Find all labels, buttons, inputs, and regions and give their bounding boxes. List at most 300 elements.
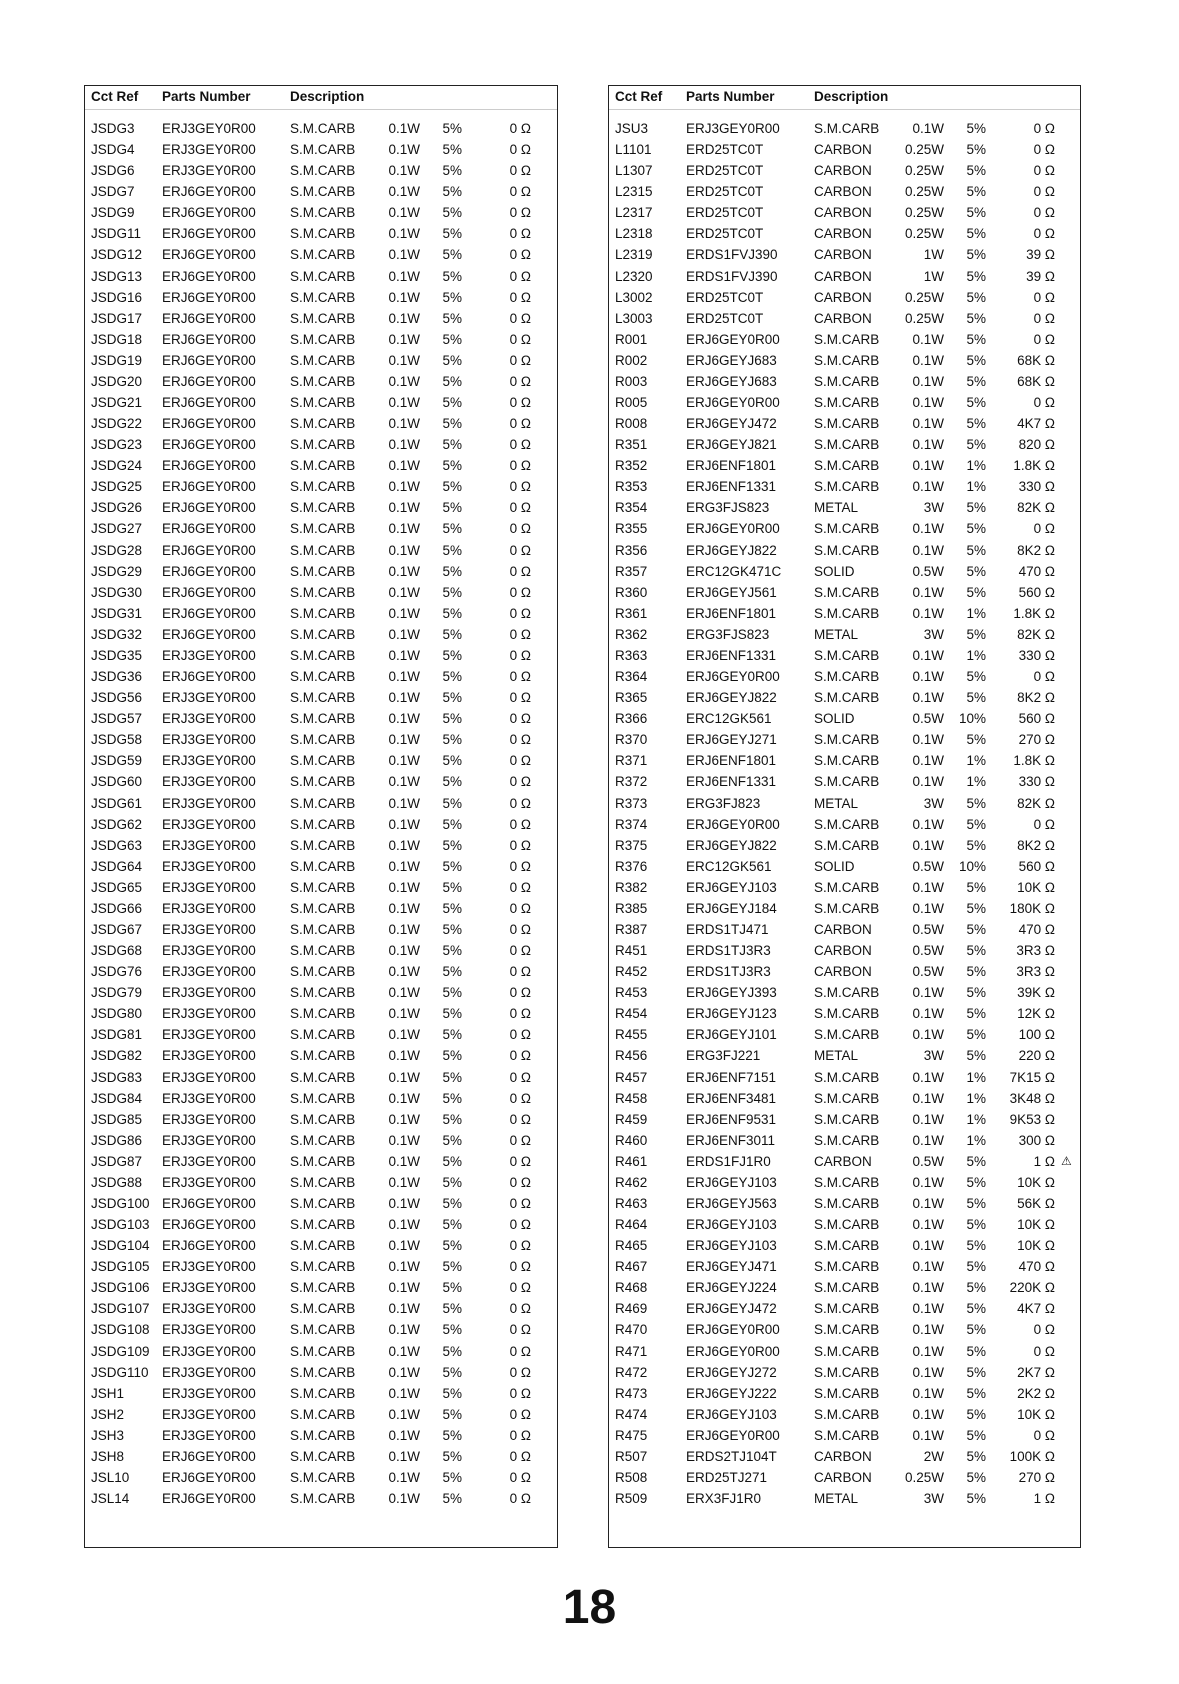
wattage-cell: 0.1W: [912, 900, 944, 916]
description-cell: METAL: [814, 795, 859, 811]
wattage-cell: 0.1W: [388, 184, 420, 200]
value-cell: 82K Ω: [1017, 795, 1055, 811]
tolerance-cell: 5%: [966, 690, 986, 706]
tolerance-cell: 5%: [442, 373, 462, 389]
table-row: [609, 1427, 1080, 1448]
parts-number-cell: ERJ6ENF9531: [686, 1111, 777, 1127]
cct-ref-cell: R508: [615, 1470, 648, 1485]
description-cell: CARBON: [814, 142, 872, 158]
parts-number-cell: ERJ6ENF1331: [686, 479, 777, 495]
cct-ref-cell: JSDG56: [91, 690, 143, 706]
parts-number-cell: ERJ6GEY0R00: [162, 247, 256, 263]
value-cell: 0 Ω: [509, 395, 531, 411]
parts-number-cell: ERJ6ENF3011: [686, 1132, 776, 1148]
tolerance-cell: 1%: [966, 1069, 986, 1085]
wattage-cell: 0.1W: [388, 795, 420, 811]
cct-ref-cell: JSDG85: [91, 1111, 143, 1127]
wattage-cell: 0.1W: [388, 753, 420, 769]
cct-ref-cell: R003: [615, 373, 648, 389]
tolerance-cell: 5%: [442, 732, 462, 748]
wattage-cell: 0.1W: [388, 1343, 420, 1359]
description-cell: S.M.CARB: [814, 1427, 880, 1443]
value-cell: 0 Ω: [509, 711, 531, 727]
description-cell: S.M.CARB: [290, 352, 356, 368]
tolerance-cell: 5%: [966, 437, 986, 453]
cct-ref-cell: JSDG17: [91, 310, 143, 326]
parts-number-cell: ERJ6GEYJ822: [686, 690, 777, 706]
wattage-cell: 0.1W: [388, 1027, 420, 1043]
value-cell: 0 Ω: [509, 605, 531, 621]
tolerance-cell: 5%: [442, 142, 462, 158]
parts-number-cell: ERJ3GEY0R00: [162, 985, 256, 1001]
tolerance-cell: 5%: [442, 1069, 462, 1085]
cct-ref-cell: R364: [615, 669, 648, 685]
parts-number-cell: ERJ6GEYJ822: [686, 837, 777, 853]
cct-ref-cell: R452: [615, 964, 648, 980]
value-cell: 0 Ω: [1033, 142, 1055, 158]
table-row: [609, 584, 1080, 605]
table-row: [85, 331, 557, 352]
wattage-cell: 0.1W: [388, 1470, 420, 1485]
description-cell: S.M.CARB: [814, 395, 880, 411]
value-cell: 0 Ω: [509, 732, 531, 748]
description-cell: S.M.CARB: [290, 1111, 356, 1127]
parts-number-cell: ERC12GK471C: [686, 563, 782, 579]
wattage-cell: 0.1W: [388, 373, 420, 389]
tolerance-cell: 1%: [966, 605, 986, 621]
description-cell: S.M.CARB: [814, 331, 880, 347]
table-row: [609, 1385, 1080, 1406]
table-row: [609, 520, 1080, 541]
tolerance-cell: 5%: [966, 1427, 986, 1443]
table-row: [85, 1153, 557, 1174]
wattage-cell: 0.1W: [388, 647, 420, 663]
cct-ref-cell: JSDG107: [91, 1301, 150, 1317]
table-row: [609, 457, 1080, 478]
cct-ref-cell: JSDG3: [91, 121, 135, 136]
parts-number-cell: ERJ6GEY0R00: [162, 1470, 256, 1485]
tolerance-cell: 5%: [442, 331, 462, 347]
wattage-cell: 0.1W: [388, 605, 420, 621]
cct-ref-cell: R473: [615, 1385, 648, 1401]
cct-ref-cell: JSDG4: [91, 142, 135, 158]
parts-number-cell: ERJ6ENF7151: [686, 1069, 777, 1085]
tolerance-cell: 10%: [958, 858, 986, 874]
wattage-cell: 0.1W: [388, 964, 420, 980]
description-cell: S.M.CARB: [290, 964, 356, 980]
parts-number-cell: ERJ6ENF3481: [686, 1090, 777, 1106]
description-cell: S.M.CARB: [814, 1111, 880, 1127]
cct-ref-cell: JSDG6: [91, 163, 135, 179]
description-cell: METAL: [814, 500, 859, 516]
value-cell: 0 Ω: [509, 1006, 531, 1022]
wattage-cell: 0.1W: [912, 352, 944, 368]
table-row: [85, 289, 557, 310]
parts-number-cell: ERJ6GEYJ683: [686, 373, 777, 389]
tolerance-cell: 5%: [442, 479, 462, 495]
description-cell: CARBON: [814, 205, 872, 221]
table-row: [609, 816, 1080, 837]
description-cell: S.M.CARB: [290, 205, 356, 221]
parts-number-cell: ERJ6GEYJ821: [686, 437, 777, 453]
description-cell: S.M.CARB: [814, 1069, 880, 1085]
wattage-cell: 0.1W: [912, 416, 944, 432]
parts-number-cell: ERJ3GEY0R00: [162, 1259, 256, 1275]
parts-number-cell: ERDS1FVJ390: [686, 247, 778, 263]
table-row: [609, 1174, 1080, 1195]
header-description: Description: [290, 89, 365, 104]
tolerance-cell: 5%: [442, 226, 462, 242]
parts-number-cell: ERJ6GEYJ472: [686, 1301, 777, 1317]
value-cell: 180K Ω: [1009, 900, 1055, 916]
wattage-cell: 0.1W: [388, 142, 420, 158]
value-cell: 0 Ω: [509, 542, 531, 558]
description-cell: S.M.CARB: [814, 816, 880, 832]
wattage-cell: 0.1W: [912, 879, 944, 895]
table-row: [609, 436, 1080, 457]
wattage-cell: 0.1W: [388, 1069, 420, 1085]
cct-ref-cell: R354: [615, 500, 648, 516]
value-cell: 0 Ω: [509, 1301, 531, 1317]
parts-number-cell: ERX3FJ1R0: [686, 1491, 762, 1507]
parts-number-cell: ERJ6GEYJ471: [686, 1259, 777, 1275]
description-cell: S.M.CARB: [290, 669, 356, 685]
parts-number-cell: ERJ6GEY0R00: [162, 395, 256, 411]
parts-number-cell: ERJ6GEY0R00: [162, 521, 256, 537]
header-parts-number: Parts Number: [162, 89, 251, 104]
cct-ref-cell: L1101: [615, 142, 652, 158]
parts-number-cell: ERJ3GEY0R00: [162, 121, 256, 136]
table-row: [85, 816, 557, 837]
description-cell: S.M.CARB: [290, 1301, 356, 1317]
description-cell: S.M.CARB: [814, 521, 880, 537]
parts-number-cell: ERJ6GEY0R00: [686, 1343, 780, 1359]
parts-number-cell: ERJ6GEY0R00: [162, 226, 256, 242]
tolerance-cell: 5%: [966, 268, 986, 284]
value-cell: 0 Ω: [509, 458, 531, 474]
tolerance-cell: 5%: [442, 563, 462, 579]
cct-ref-cell: JSDG19: [91, 352, 143, 368]
table-row: [85, 373, 557, 394]
table-row: [85, 879, 557, 900]
parts-number-cell: ERJ3GEY0R00: [162, 1111, 256, 1127]
tolerance-cell: 5%: [442, 1280, 462, 1296]
value-cell: 0 Ω: [509, 163, 531, 179]
tolerance-cell: 5%: [966, 1343, 986, 1359]
tolerance-cell: 5%: [966, 1153, 986, 1169]
parts-number-cell: ERJ6GEY0R00: [162, 1448, 256, 1464]
description-cell: S.M.CARB: [290, 732, 356, 748]
parts-number-cell: ERJ3GEY0R00: [162, 858, 256, 874]
wattage-cell: 0.1W: [388, 1322, 420, 1338]
parts-number-cell: ERD25TC0T: [686, 184, 764, 200]
value-cell: 0 Ω: [509, 921, 531, 937]
parts-number-cell: ERJ3GEY0R00: [162, 943, 256, 959]
table-header: [609, 86, 1080, 110]
wattage-cell: 0.1W: [388, 1259, 420, 1275]
tolerance-cell: 5%: [442, 1427, 462, 1443]
cct-ref-cell: R355: [615, 521, 648, 537]
table-row: [609, 900, 1080, 921]
description-cell: S.M.CARB: [290, 1174, 356, 1190]
tolerance-cell: 5%: [966, 1006, 986, 1022]
cct-ref-cell: L2320: [615, 268, 653, 284]
value-cell: 0 Ω: [509, 1448, 531, 1464]
wattage-cell: 0.1W: [388, 331, 420, 347]
tolerance-cell: 5%: [442, 205, 462, 221]
cct-ref-cell: JSDG60: [91, 774, 143, 790]
description-cell: S.M.CARB: [814, 900, 880, 916]
cct-ref-cell: R460: [615, 1132, 648, 1148]
cct-ref-cell: R454: [615, 1006, 648, 1022]
description-cell: S.M.CARB: [814, 542, 880, 558]
tolerance-cell: 5%: [442, 669, 462, 685]
table-row: [85, 1047, 557, 1068]
wattage-cell: 0.1W: [912, 1259, 944, 1275]
tolerance-cell: 5%: [966, 732, 986, 748]
parts-number-cell: ERJ6GEYJ822: [686, 542, 777, 558]
cct-ref-cell: JSDG108: [91, 1322, 150, 1338]
parts-number-cell: ERJ6GEY0R00: [686, 669, 780, 685]
description-cell: S.M.CARB: [290, 1259, 356, 1275]
parts-number-cell: ERJ6GEY0R00: [162, 1238, 256, 1254]
cct-ref-cell: R458: [615, 1090, 648, 1106]
parts-number-cell: ERJ6GEY0R00: [162, 352, 256, 368]
cct-ref-cell: R357: [615, 563, 648, 579]
tolerance-cell: 5%: [442, 395, 462, 411]
description-cell: SOLID: [814, 711, 855, 727]
cct-ref-cell: R362: [615, 626, 648, 642]
cct-ref-cell: L1307: [615, 163, 653, 179]
table-row: [85, 1237, 557, 1258]
tolerance-cell: 5%: [966, 1259, 986, 1275]
parts-number-cell: ERJ6GEY0R00: [686, 1427, 780, 1443]
table-row: [609, 1364, 1080, 1385]
tolerance-cell: 5%: [966, 500, 986, 516]
tolerance-cell: 5%: [442, 1364, 462, 1380]
tolerance-cell: 5%: [442, 1491, 462, 1507]
description-cell: S.M.CARB: [814, 837, 880, 853]
description-cell: S.M.CARB: [290, 416, 356, 432]
parts-number-cell: ERJ3GEY0R00: [162, 795, 256, 811]
value-cell: 0 Ω: [509, 1470, 531, 1485]
description-cell: CARBON: [814, 289, 872, 305]
description-cell: S.M.CARB: [290, 310, 356, 326]
value-cell: 0 Ω: [509, 247, 531, 263]
tolerance-cell: 5%: [966, 816, 986, 832]
value-cell: 0 Ω: [509, 1406, 531, 1422]
parts-number-cell: ERJ3GEY0R00: [162, 1406, 256, 1422]
wattage-cell: 0.1W: [388, 1280, 420, 1296]
tolerance-cell: 5%: [442, 1006, 462, 1022]
table-row: [85, 668, 557, 689]
parts-number-cell: ERJ3GEY0R00: [162, 1343, 256, 1359]
value-cell: 39 Ω: [1026, 268, 1055, 284]
parts-number-cell: ERDS1TJ471: [686, 921, 769, 937]
parts-number-cell: ERJ6GEY0R00: [162, 310, 256, 326]
description-cell: S.M.CARB: [290, 1153, 356, 1169]
parts-number-cell: ERJ3GEY0R00: [162, 1385, 256, 1401]
wattage-cell: 0.1W: [912, 1195, 944, 1211]
description-cell: S.M.CARB: [290, 1448, 356, 1464]
value-cell: 4K7 Ω: [1017, 416, 1055, 432]
table-row: [609, 373, 1080, 394]
wattage-cell: 3W: [923, 795, 944, 811]
value-cell: 0 Ω: [509, 205, 531, 221]
wattage-cell: 0.1W: [912, 1238, 944, 1254]
table-row: [609, 668, 1080, 689]
parts-number-cell: ERJ6GEYJ272: [686, 1364, 777, 1380]
table-row: [85, 984, 557, 1005]
wattage-cell: 0.1W: [388, 900, 420, 916]
value-cell: 0 Ω: [1033, 184, 1055, 200]
description-cell: S.M.CARB: [290, 1027, 356, 1043]
wattage-cell: 0.1W: [388, 584, 420, 600]
wattage-cell: 0.1W: [912, 1343, 944, 1359]
cct-ref-cell: JSDG26: [91, 500, 143, 516]
value-cell: 0 Ω: [509, 500, 531, 516]
parts-number-cell: ERJ3GEY0R00: [162, 1153, 256, 1169]
table-row: [609, 1469, 1080, 1490]
cct-ref-cell: JSL14: [91, 1491, 130, 1507]
table-row: [609, 1490, 1080, 1511]
value-cell: 0 Ω: [509, 1090, 531, 1106]
description-cell: METAL: [814, 1491, 859, 1507]
description-cell: CARBON: [814, 163, 872, 179]
value-cell: 56K Ω: [1017, 1195, 1055, 1211]
value-cell: 8K2 Ω: [1017, 542, 1055, 558]
table-row: [85, 731, 557, 752]
wattage-cell: 0.1W: [912, 647, 944, 663]
parts-number-cell: ERDS1TJ3R3: [686, 943, 771, 959]
description-cell: S.M.CARB: [290, 1364, 356, 1380]
table-row: [85, 1174, 557, 1195]
parts-number-cell: ERJ3GEY0R00: [162, 816, 256, 832]
table-row: [85, 394, 557, 415]
wattage-cell: 0.1W: [388, 837, 420, 853]
tolerance-cell: 5%: [442, 774, 462, 790]
parts-number-cell: ERJ6GEYJ472: [686, 416, 777, 432]
tolerance-cell: 5%: [966, 247, 986, 263]
table-row: [85, 626, 557, 647]
parts-number-cell: ERD25TC0T: [686, 289, 764, 305]
safety-warning-icon: ⚠: [1061, 1153, 1072, 1168]
table-row: [609, 1005, 1080, 1026]
cct-ref-cell: R376: [615, 858, 648, 874]
description-cell: S.M.CARB: [814, 732, 880, 748]
tolerance-cell: 5%: [966, 163, 986, 179]
value-cell: 1.8K Ω: [1013, 605, 1055, 621]
tolerance-cell: 5%: [442, 458, 462, 474]
value-cell: 560 Ω: [1018, 858, 1055, 874]
value-cell: 0 Ω: [509, 1048, 531, 1064]
cct-ref-cell: JSDG31: [91, 605, 143, 621]
cct-ref-cell: R352: [615, 458, 648, 474]
value-cell: 0 Ω: [509, 373, 531, 389]
value-cell: 3R3 Ω: [1016, 964, 1055, 980]
cct-ref-cell: JSDG16: [91, 289, 143, 305]
parts-number-cell: ERJ6GEYJ103: [686, 1217, 777, 1233]
table-row: [609, 1111, 1080, 1132]
description-cell: S.M.CARB: [290, 268, 356, 284]
cct-ref-cell: JSDG35: [91, 647, 143, 663]
value-cell: 0 Ω: [509, 1153, 531, 1169]
cct-ref-cell: R453: [615, 985, 648, 1001]
value-cell: 0 Ω: [509, 1238, 531, 1254]
tolerance-cell: 5%: [966, 373, 986, 389]
cct-ref-cell: JSDG76: [91, 964, 143, 980]
cct-ref-cell: L2319: [615, 247, 653, 263]
table-row: [609, 773, 1080, 794]
table-row: [609, 647, 1080, 668]
parts-number-cell: ERJ6GEY0R00: [162, 479, 256, 495]
wattage-cell: 0.1W: [388, 1238, 420, 1254]
wattage-cell: 0.1W: [912, 1406, 944, 1422]
cct-ref-cell: R463: [615, 1195, 648, 1211]
description-cell: S.M.CARB: [290, 1048, 356, 1064]
parts-number-cell: ERJ3GEY0R00: [162, 163, 256, 179]
wattage-cell: 0.1W: [388, 163, 420, 179]
description-cell: S.M.CARB: [290, 858, 356, 874]
wattage-cell: 0.25W: [904, 184, 944, 200]
wattage-cell: 0.1W: [388, 626, 420, 642]
wattage-cell: 0.1W: [912, 1006, 944, 1022]
cct-ref-cell: R509: [615, 1491, 648, 1507]
tolerance-cell: 5%: [442, 1470, 462, 1485]
wattage-cell: 0.1W: [912, 690, 944, 706]
parts-number-cell: ERJ6GEYJ393: [686, 985, 777, 1001]
value-cell: 100 Ω: [1018, 1027, 1055, 1043]
wattage-cell: 0.1W: [388, 500, 420, 516]
wattage-cell: 0.1W: [388, 1406, 420, 1422]
cct-ref-cell: R375: [615, 837, 648, 853]
value-cell: 270 Ω: [1018, 732, 1055, 748]
parts-number-cell: ERJ3GEY0R00: [162, 1090, 256, 1106]
wattage-cell: 0.25W: [904, 1470, 944, 1485]
tolerance-cell: 5%: [966, 1280, 986, 1296]
description-cell: S.M.CARB: [290, 985, 356, 1001]
description-cell: S.M.CARB: [290, 1385, 356, 1401]
cct-ref-cell: JSDG67: [91, 921, 143, 937]
cct-ref-cell: JSDG88: [91, 1174, 143, 1190]
value-cell: 0 Ω: [509, 647, 531, 663]
tolerance-cell: 5%: [442, 626, 462, 642]
tolerance-cell: 5%: [442, 184, 462, 200]
tolerance-cell: 5%: [442, 1132, 462, 1148]
table-row: [609, 921, 1080, 942]
value-cell: 0 Ω: [509, 1217, 531, 1233]
tolerance-cell: 5%: [442, 711, 462, 727]
tolerance-cell: 5%: [442, 921, 462, 937]
description-cell: S.M.CARB: [814, 1301, 880, 1317]
table-row: [609, 162, 1080, 183]
table-row: [85, 542, 557, 563]
table-row: [85, 1132, 557, 1153]
cct-ref-cell: JSDG68: [91, 943, 143, 959]
parts-number-cell: ERD25TC0T: [686, 205, 764, 221]
cct-ref-cell: R382: [615, 879, 648, 895]
value-cell: 82K Ω: [1017, 626, 1055, 642]
tolerance-cell: 5%: [966, 1491, 986, 1507]
value-cell: 10K Ω: [1017, 879, 1055, 895]
parts-number-cell: ERJ6GEY0R00: [162, 669, 256, 685]
description-cell: S.M.CARB: [290, 142, 356, 158]
tolerance-cell: 5%: [966, 289, 986, 305]
description-cell: S.M.CARB: [290, 921, 356, 937]
value-cell: 0 Ω: [509, 795, 531, 811]
value-cell: 10K Ω: [1017, 1217, 1055, 1233]
tolerance-cell: 5%: [442, 837, 462, 853]
